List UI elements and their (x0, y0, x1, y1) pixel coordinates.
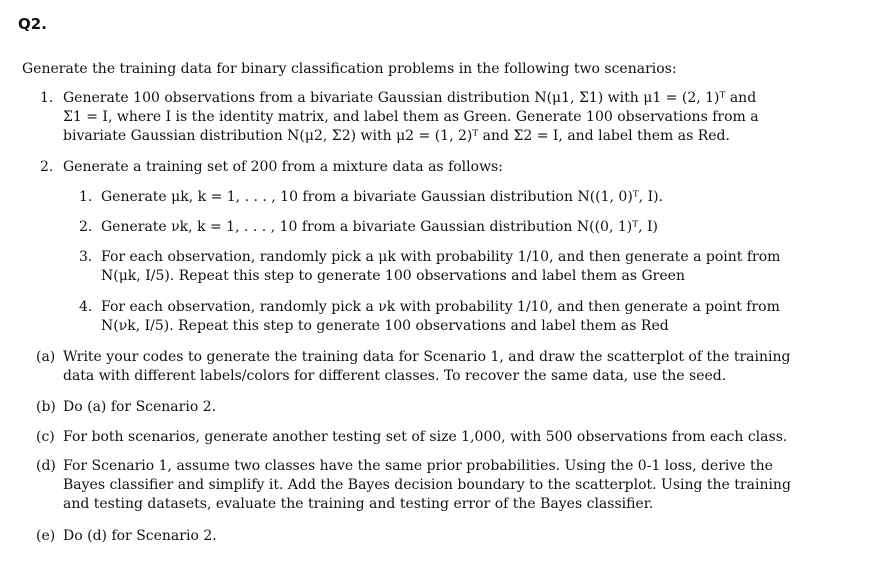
step-2-text (101, 218, 658, 237)
part-c-label: (c) (36, 429, 55, 445)
intro-text: Generate the training data for binary classification problems in the following two scenarios: (22, 61, 677, 77)
step-4-line-1: For each observation, randomly pick a νk with probability 1/10, and then generate a point from (101, 299, 780, 315)
step-4-line-2: N(νk, I/5). Repeat this step to generate 100 observations and label them as Red (101, 318, 669, 334)
step-4-number: 4. (79, 299, 93, 315)
part-e-label: (e) (36, 528, 56, 544)
step-3-line-1: For each observation, randomly pick a μk with probability 1/10, and then generate a point from (101, 249, 781, 265)
step-3-line-2: N(μk, I/5). Repeat this step to generate 100 observations and label them as Green (101, 268, 685, 284)
step-1-number: 1. (79, 189, 93, 205)
part-d-line-3: and testing datasets, evaluate the training and testing error of the Bayes classifier. (63, 496, 654, 512)
step-3-text (101, 248, 780, 286)
part-e-text (63, 527, 217, 546)
scenario-1-text (63, 89, 759, 146)
part-a-line-1: Write your codes to generate the training data for Scenario 1, and draw the scatterplot of the training (63, 349, 791, 365)
part-e-line-1: Do (d) for Scenario 2. (63, 528, 217, 544)
part-c-text (63, 428, 787, 447)
part-a-line-2: data with different labels/colors for different classes. To recover the same data, use the seed. (63, 368, 727, 384)
part-a-label: (a) (36, 349, 56, 365)
part-b-text (63, 398, 216, 417)
step-2-number: 2. (79, 219, 93, 235)
part-d-label: (d) (36, 458, 56, 474)
step-3-number: 3. (79, 249, 93, 265)
part-d-text (63, 457, 791, 514)
scenario-2-text (63, 158, 503, 177)
part-d-line-1: For Scenario 1, assume two classes have the same prior probabilities. Using the 0-1 loss, derive the (63, 458, 773, 474)
scenario-1-line-2: Σ1 = I, where I is the identity matrix, and label them as Green. Generate 100 observations from a (63, 109, 759, 125)
part-b-label: (b) (36, 399, 56, 415)
part-b-line-1: Do (a) for Scenario 2. (63, 399, 217, 415)
part-a-text (63, 348, 790, 386)
scenario-1-line-1: Generate 100 observations from a bivariate Gaussian distribution N(μ1, Σ1) with μ1 = (2, 1)ᵀ and (63, 90, 757, 106)
question-title: Q2. (18, 15, 47, 33)
part-c-line-1: For both scenarios, generate another testing set of size 1,000, with 500 observations from each class. (63, 429, 788, 445)
scenario-1-line-3: bivariate Gaussian distribution N(μ2, Σ2) with μ2 = (1, 2)ᵀ and Σ2 = I, and label them as Red. (63, 128, 730, 144)
step-1-line-1: Generate μk, k = 1, . . . , 10 from a bivariate Gaussian distribution N((1, 0)ᵀ, I). (101, 189, 664, 205)
step-2-line-1: Generate νk, k = 1, . . . , 10 from a bivariate Gaussian distribution N((0, 1)ᵀ, I) (101, 219, 658, 235)
step-1-text (101, 188, 663, 207)
scenario-1-number: 1. (40, 90, 54, 106)
scenario-2-line-1: Generate a training set of 200 from a mixture data as follows: (63, 159, 503, 175)
scenario-2-number: 2. (40, 159, 54, 175)
step-4-text (101, 298, 780, 336)
part-d-line-2: Bayes classifier and simplify it. Add the Bayes decision boundary to the scatterplot. Using the training (63, 477, 791, 493)
